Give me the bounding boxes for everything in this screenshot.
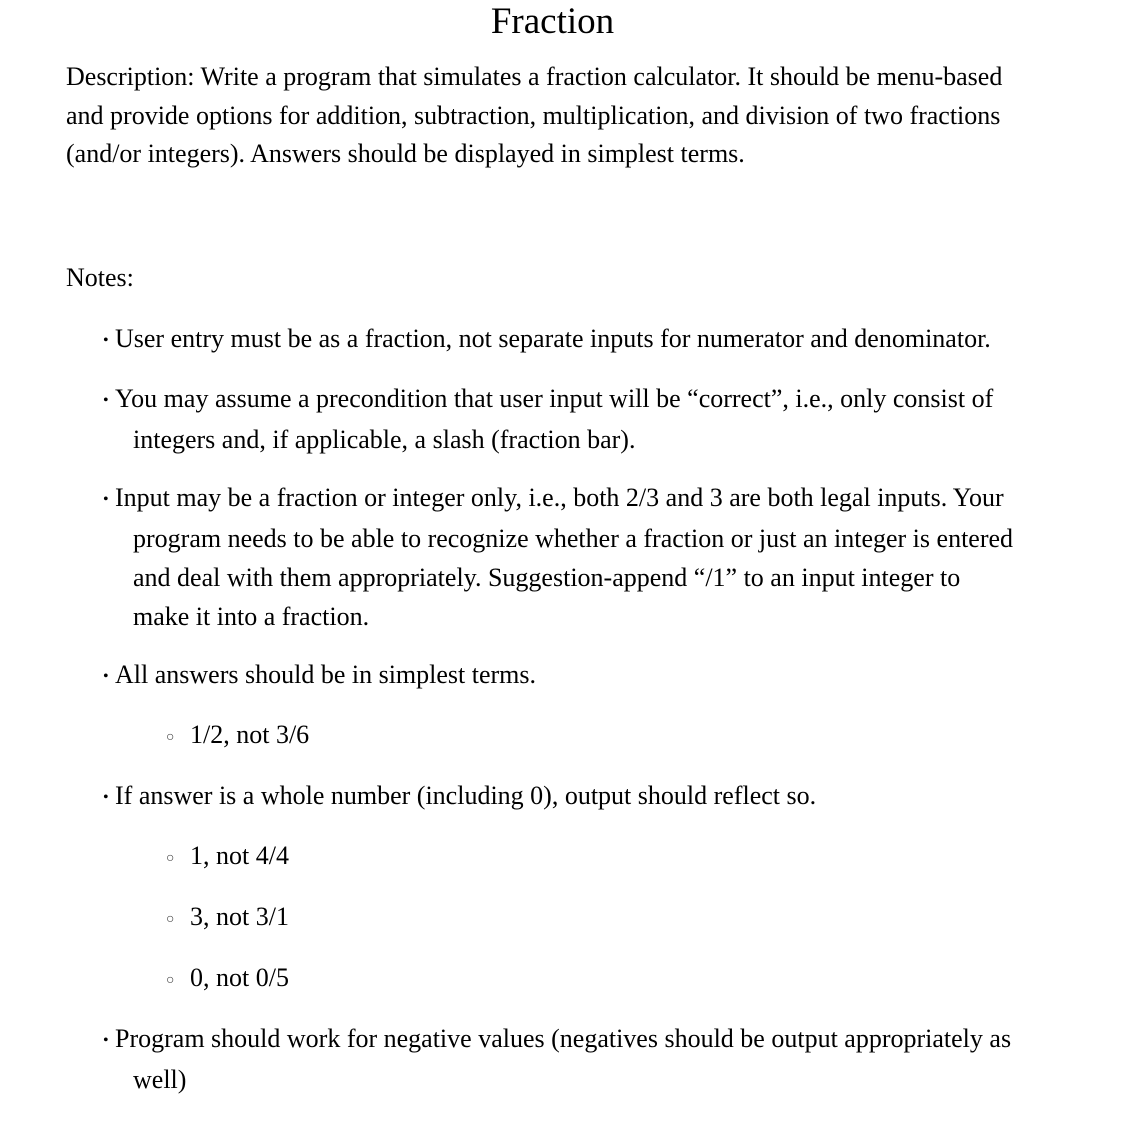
bullet-icon: •: [103, 391, 109, 409]
notes-list: [66, 319, 1022, 1099]
bullet-icon: •: [103, 788, 109, 806]
note-text: You may assume a precondition that user input will be “correct”, i.e., only consist of integers and, if applicable, a slash (fraction bar).: [115, 383, 994, 454]
note-text: User entry must be as a fraction, not separate inputs for numerator and denominator.: [115, 323, 991, 353]
sub-notes-list: [133, 836, 1022, 1000]
circle-bullet-icon: ○: [166, 850, 175, 866]
sub-note-item: [133, 958, 1022, 1000]
note-text: Program should work for negative values (negatives should be output appropriately as well): [115, 1023, 1012, 1094]
notes-heading: Notes:: [66, 262, 134, 292]
bullet-icon: •: [103, 331, 109, 349]
sub-note-text: 0, not 0/5: [190, 962, 289, 992]
page-title: Fraction: [490, 1, 615, 42]
note-item: [66, 776, 1022, 1000]
sub-note-item: [133, 715, 1022, 757]
description-paragraph: Description: Write a program that simulates a fraction calculator. It should be menu-based and provide options for addition, subtraction, multiplication, and division of two fractions (and/or integers). Answers should be displayed in simplest terms.: [66, 62, 1003, 168]
bullet-icon: •: [103, 1031, 109, 1049]
sub-note-item: [133, 836, 1022, 878]
sub-note-text: 1/2, not 3/6: [190, 719, 310, 749]
note-text: Input may be a fraction or integer only, i.e., both 2/3 and 3 are both legal inputs. Your program needs to be able to recognize whether a fraction or just an integer is entered and deal with them appropriately. Suggestion-append “/1” to an input integer to make it into a fraction.: [115, 482, 1014, 631]
sub-notes-list: [133, 715, 1022, 757]
note-item: [66, 319, 1022, 360]
sub-note-item: [133, 897, 1022, 939]
bullet-icon: •: [103, 667, 109, 685]
note-item: [66, 655, 1022, 757]
note-item: [66, 1019, 1022, 1099]
note-item: [66, 379, 1022, 459]
circle-bullet-icon: ○: [166, 729, 175, 745]
note-item: [66, 478, 1022, 636]
sub-note-text: 1, not 4/4: [190, 840, 289, 870]
bullet-icon: •: [103, 490, 109, 508]
circle-bullet-icon: ○: [166, 911, 175, 927]
note-text: All answers should be in simplest terms.: [115, 659, 537, 689]
note-text: If answer is a whole number (including 0), output should reflect so.: [115, 780, 817, 810]
sub-note-text: 3, not 3/1: [190, 901, 289, 931]
circle-bullet-icon: ○: [166, 972, 175, 988]
